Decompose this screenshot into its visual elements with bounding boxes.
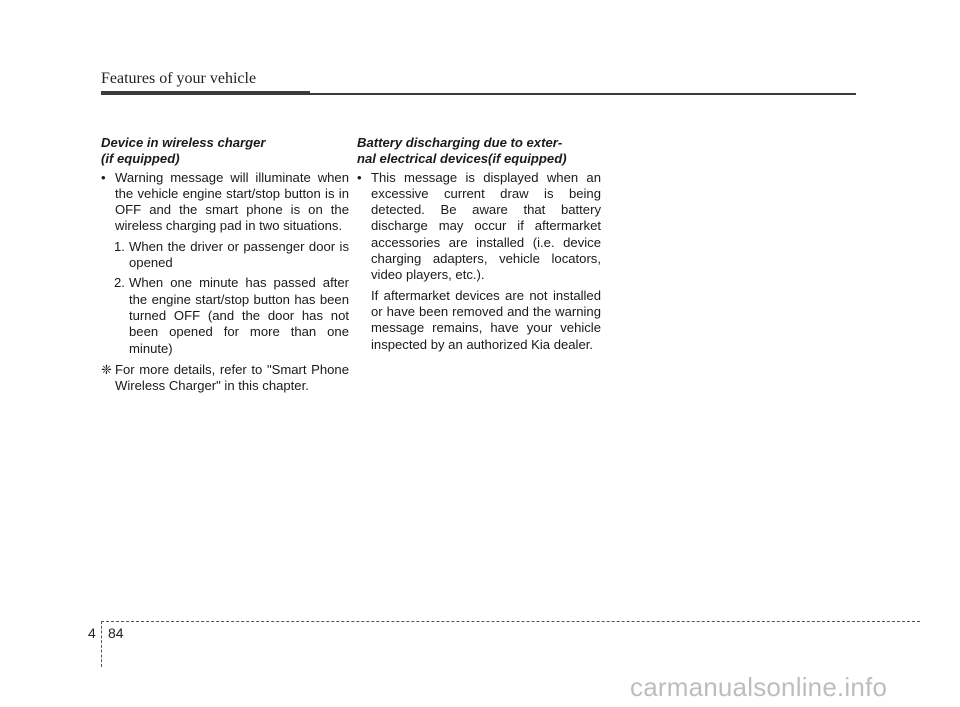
chapter-number: 4	[88, 625, 96, 641]
heading-line-2: nal electrical devices(if equipped)	[357, 151, 567, 167]
footer-dashed-rule	[101, 621, 920, 622]
heading-line-2: (if equipped)	[101, 151, 180, 167]
left-column	[101, 135, 349, 394]
watermark: carmanualsonline.info	[630, 672, 888, 702]
note-mark-icon: ❈	[101, 361, 112, 377]
follow-up-paragraph: If aftermarket devices are not installed or have been removed and the warning message remains, have your vehicle inspected by an authorized Kia dealer.	[371, 287, 601, 352]
numbered-item-1	[101, 239, 349, 272]
page-header-title: Features of your vehicle	[101, 70, 257, 87]
section-heading-wireless-charger	[101, 135, 349, 168]
footer-vertical-rule	[101, 621, 102, 667]
bullet-mark: •	[101, 169, 106, 185]
header-rule-thick	[101, 91, 310, 95]
item-text: When one minute has passed after the engine start/stop button has been turned OFF (and the door has not been opened for more than one minute)	[129, 275, 349, 356]
right-column	[357, 135, 601, 353]
section-heading-battery-discharging	[357, 135, 601, 168]
numbered-item-2	[101, 275, 349, 356]
page-number: 84	[108, 625, 124, 641]
reference-note	[101, 362, 349, 395]
note-text: For more details, refer to "Smart Phone Wireless Charger" in this chapter.	[115, 361, 349, 394]
bullet-text: Warning message will illuminate when the vehicle engine start/stop button is in OFF and the smart phone is on the wireless charging pad in two situations.	[115, 169, 349, 234]
item-number: 2.	[114, 275, 125, 291]
heading-line-1: Device in wireless charger	[101, 135, 266, 150]
bullet-mark: •	[357, 169, 362, 185]
item-number: 1.	[114, 238, 125, 254]
header-rule-thin	[310, 93, 856, 95]
bullet-paragraph	[101, 170, 349, 235]
bullet-paragraph	[357, 170, 601, 284]
heading-line-1: Battery discharging due to exter-	[357, 135, 563, 150]
bullet-text: This message is displayed when an excessive current draw is being detected. Be aware that battery discharge may occur if aftermarket accessories are installed (i.e. device charging adapters, vehicle locators, video players, etc.).	[371, 169, 601, 283]
item-text: When the driver or passenger door is opened	[129, 238, 349, 271]
